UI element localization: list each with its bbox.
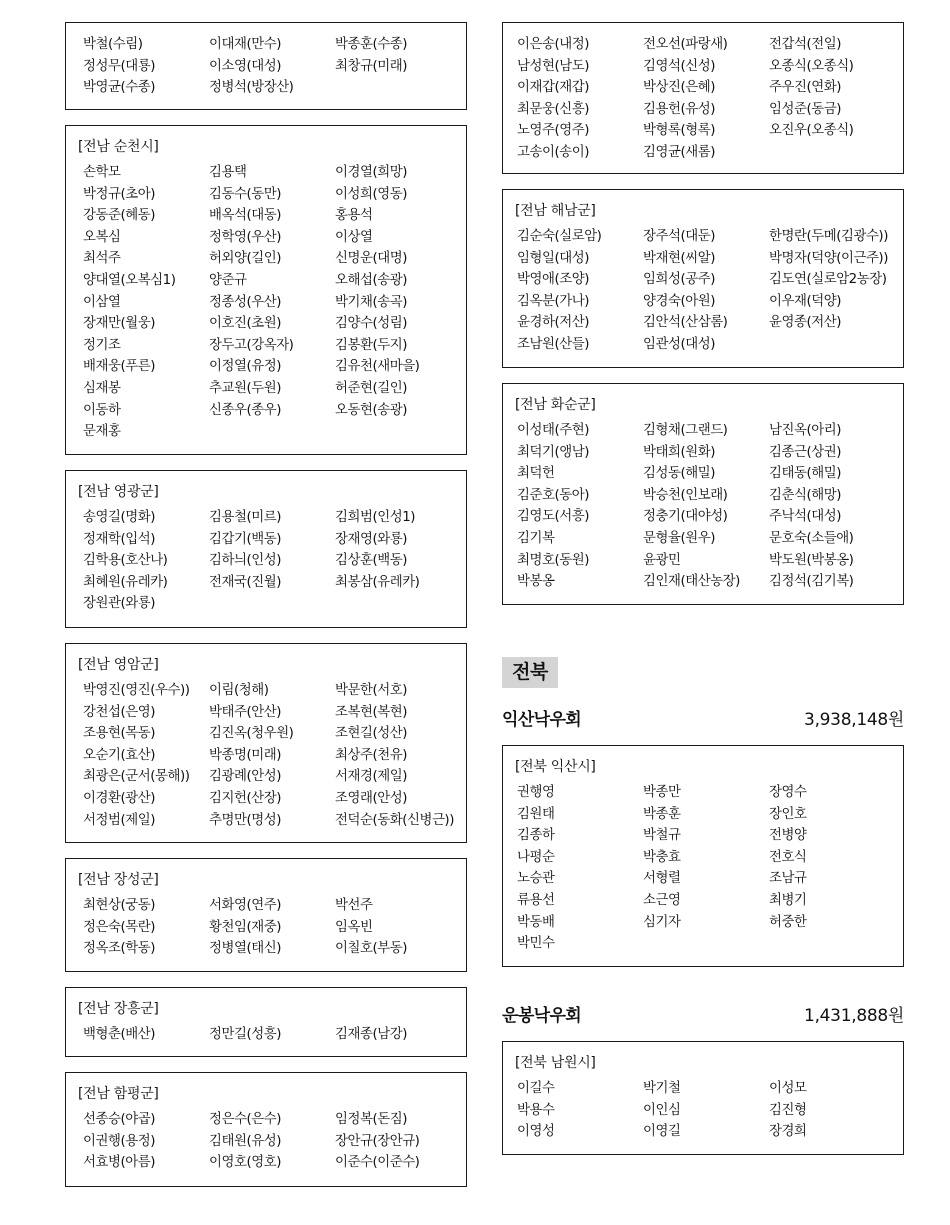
donor-name: 정병열(태신) (209, 941, 281, 957)
donor-name: 임성준(동금) (769, 101, 841, 117)
donor-name: 전덕순(동화(신병근)) (335, 812, 454, 828)
donor-name: 김유천(새마을) (335, 359, 420, 375)
donor-name: 박도원(박봉옹) (769, 552, 854, 568)
donor-name: 김안석(산삼롬) (643, 315, 728, 331)
donor-name: 선종승(야곱) (83, 1112, 155, 1127)
donor-name: 김옥분(가나) (517, 293, 589, 309)
donor-name: 김용헌(유성) (643, 101, 715, 117)
donor-name: 김종근(상권) (769, 444, 841, 460)
donor-name: 이영성 (517, 1124, 555, 1140)
donor-name: 문재홍 (83, 424, 121, 440)
donor-name: 이성희(영동) (335, 186, 407, 202)
donor-name: 이성태(주현) (517, 423, 589, 438)
donor-name: 정충기(대야성) (643, 509, 728, 525)
donor-name: 한명란(두메(김광수)) (769, 229, 888, 244)
donor-name: 손학모 (83, 165, 121, 180)
donor-name: 최석주 (83, 251, 121, 267)
donor-name: 박봉옹 (517, 574, 555, 590)
donor-name: 전오선(파랑새) (643, 37, 728, 52)
donor-name: 윤경하(저산) (517, 315, 589, 331)
donor-name: 최창규(미래) (335, 58, 407, 74)
donor-name: 최덕헌 (517, 466, 555, 482)
donor-name: 임희성(공주) (643, 272, 715, 288)
donor-box-yeonggwang (65, 470, 467, 628)
donor-name: 이우재(덕양) (769, 293, 841, 309)
donor-name: 김인재(태산농장) (643, 574, 740, 590)
donor-name: 김영석(신성) (643, 58, 715, 74)
donor-name: 서화영(연주) (209, 898, 281, 913)
donor-name: 장재영(와룡) (335, 531, 407, 547)
donor-name: 최봉삼(유레카) (335, 574, 420, 590)
donor-name: 정기조 (83, 337, 121, 353)
donor-name: 조남원(산들) (517, 336, 589, 352)
donor-name: 김동수(동만) (209, 186, 281, 202)
name-grid (83, 1024, 466, 1046)
donor-name: 장인호 (769, 806, 807, 822)
donor-name: 김갑기(백동) (209, 531, 281, 547)
donor-name: 김형채(그랜드) (643, 423, 728, 438)
box-title: [전남 해남군] (515, 203, 596, 219)
name-grid (83, 34, 466, 99)
donor-name: 이영호(영호) (209, 1155, 281, 1171)
donor-name: 정성무(대룡) (83, 58, 155, 74)
donor-name: 임정복(돈짐) (335, 1112, 407, 1127)
donor-name: 장원관(와룡) (83, 596, 155, 612)
donor-name: 김순숙(실로암) (517, 229, 602, 244)
donor-name: 문호숙(소들애) (769, 530, 854, 546)
donor-name: 박종훈 (643, 806, 681, 822)
donor-name: 박철(수림) (83, 37, 143, 52)
box-title: [전남 함평군] (78, 1086, 159, 1102)
donor-name: 이은송(내정) (517, 37, 589, 52)
donor-name: 박정규(초아) (83, 186, 155, 202)
donor-name: 장영수 (769, 785, 807, 800)
donor-name: 김지헌(산장) (209, 790, 281, 806)
donor-name: 전재국(진월) (209, 574, 281, 590)
donor-name: 김춘식(해망) (769, 487, 841, 503)
donor-name: 김준호(동아) (517, 487, 589, 503)
donor-name: 전호식 (769, 849, 807, 865)
region-label: 전북 (502, 657, 558, 688)
club-name: 익산낙우회 (502, 710, 582, 730)
box-title: [전북 남원시] (515, 1055, 596, 1071)
donor-name: 장경희 (769, 1124, 807, 1140)
donor-name: 오종식(오종식) (769, 58, 854, 74)
name-grid (83, 680, 466, 831)
donor-box-left-0 (65, 22, 467, 110)
donor-name: 김영균(새롬) (643, 144, 715, 160)
donor-name: 정학영(우산) (209, 229, 281, 245)
donor-name: 이권행(용정) (83, 1133, 155, 1149)
donor-name: 강동준(혜동) (83, 208, 155, 224)
donor-name: 허외양(길인) (209, 251, 281, 267)
donor-name: 최광은(군서(몽해)) (83, 769, 190, 785)
donor-box-jangseong (65, 858, 467, 972)
donor-name: 김정석(김기복) (769, 574, 854, 590)
donor-name: 김영도(서흥) (517, 509, 589, 525)
donor-name: 정재학(입석) (83, 531, 155, 547)
donor-name: 최병기 (769, 892, 807, 908)
donor-name: 노영주(영주) (517, 123, 589, 139)
donor-name: 박동배 (517, 914, 555, 930)
donor-name: 박문한(서호) (335, 683, 407, 698)
donor-name: 김재종(남강) (335, 1027, 407, 1042)
donor-name: 박태희(원화) (643, 444, 715, 460)
donor-name: 장안규(장안규) (335, 1133, 420, 1149)
box-title: [전남 장성군] (78, 872, 159, 888)
donor-name: 임옥빈 (335, 919, 373, 935)
donor-name: 오순기(효산) (83, 747, 155, 763)
donor-name: 박종만 (643, 785, 681, 800)
donor-name: 김양수(성림) (335, 316, 407, 332)
donor-name: 박영진(영진(우수)) (83, 683, 190, 698)
donor-name: 양대열(오복심1) (83, 272, 176, 288)
donor-name: 강천섭(은영) (83, 704, 155, 720)
donor-name: 최상주(천유) (335, 747, 407, 763)
donor-box-suncheon (65, 125, 467, 455)
donor-name: 오복심 (83, 229, 121, 245)
donor-name: 김학용(호산나) (83, 553, 168, 569)
donor-name: 조남규 (769, 871, 807, 887)
donor-name: 장주석(대둔) (643, 229, 715, 244)
donor-name: 추명만(명성) (209, 812, 281, 828)
donor-name: 송영길(명화) (83, 510, 155, 525)
box-title: [전남 순천시] (78, 139, 159, 155)
donor-name: 이성모 (769, 1081, 807, 1096)
donor-name: 이정열(유정) (209, 359, 281, 375)
donor-name: 오동현(송광) (335, 402, 407, 418)
donor-name: 김성동(해밀) (643, 466, 715, 482)
donor-name: 박명자(덕양(이근주)) (769, 250, 888, 266)
donor-name: 조복현(복현) (335, 704, 407, 720)
donor-name: 오진우(오종식) (769, 123, 854, 139)
donor-name: 박종훈(수종) (335, 37, 407, 52)
donor-name: 주낙석(대성) (769, 509, 841, 525)
donor-name: 남성현(남도) (517, 58, 589, 74)
donor-name: 이영길 (643, 1124, 681, 1140)
name-grid (517, 1078, 903, 1143)
donor-name: 김원태 (517, 806, 555, 822)
donor-name: 김종하 (517, 828, 555, 844)
donor-name: 허중한 (769, 914, 807, 930)
donor-name: 박용수 (517, 1102, 555, 1118)
donor-name: 김용철(미르) (209, 510, 281, 525)
donor-name: 김광례(안성) (209, 769, 281, 785)
donor-name: 박태주(안산) (209, 704, 281, 720)
name-grid (517, 420, 903, 593)
donor-name: 박기철 (643, 1081, 681, 1096)
donor-box-jangheung (65, 987, 467, 1057)
donor-name: 김태원(유성) (209, 1133, 281, 1149)
donor-name: 박영애(조양) (517, 272, 589, 288)
donor-name: 이길수 (517, 1081, 555, 1096)
donor-box-namwon (502, 1041, 904, 1155)
donor-name: 오해섭(송광) (335, 272, 407, 288)
box-title: [전남 영암군] (78, 657, 159, 673)
donor-name: 이림(청해) (209, 683, 269, 698)
donor-name: 김희범(인성1) (335, 510, 416, 525)
donor-name: 이경환(광산) (83, 790, 155, 806)
donor-name: 백형춘(배산) (83, 1027, 155, 1042)
donor-name: 박상진(은혜) (643, 80, 715, 96)
donor-name: 박선주 (335, 898, 373, 913)
donor-box-yeongam (65, 643, 467, 843)
donor-name: 김진옥(청우원) (209, 726, 294, 742)
name-grid (83, 507, 466, 615)
donor-name: 최명호(동원) (517, 552, 589, 568)
donor-name: 박철규 (643, 828, 681, 844)
donor-name: 이삼열 (83, 294, 121, 310)
donor-name: 추교원(두원) (209, 380, 281, 396)
donor-name: 이호진(초원) (209, 316, 281, 332)
name-grid (517, 226, 903, 356)
donor-name: 박승천(인보래) (643, 487, 728, 503)
donor-name: 서효병(아름) (83, 1155, 155, 1171)
box-title: [전남 영광군] (78, 484, 159, 500)
donor-name: 황천임(재중) (209, 919, 281, 935)
club-row-unbong (502, 1003, 904, 1029)
donor-name: 이재갑(재갑) (517, 80, 589, 96)
donor-name: 전병양 (769, 828, 807, 844)
donor-name: 박종명(미래) (209, 747, 281, 763)
box-title: [전남 화순군] (515, 397, 596, 413)
donor-name: 소근영 (643, 892, 681, 908)
donor-name: 임형일(대성) (517, 250, 589, 266)
donor-name: 최혜원(유레카) (83, 574, 168, 590)
donor-name: 윤광민 (643, 552, 681, 568)
name-grid (517, 34, 903, 164)
donor-name: 문형율(원우) (643, 530, 715, 546)
donor-name: 김기복 (517, 530, 555, 546)
donor-box-hampyeong (65, 1072, 467, 1187)
donor-name: 정병석(방장산) (209, 80, 294, 96)
donor-box-hwasun (502, 383, 904, 605)
club-amount: 3,938,148원 (804, 710, 904, 730)
donor-name: 신종우(종우) (209, 402, 281, 418)
donor-name: 정은수(은수) (209, 1112, 281, 1127)
donor-name: 정만길(성흥) (209, 1027, 281, 1042)
donor-name: 박재현(씨알) (643, 250, 715, 266)
club-row-iksan (502, 707, 904, 733)
donor-name: 양준규 (209, 272, 247, 288)
donor-name: 신명운(대명) (335, 251, 407, 267)
donor-name: 최덕기(앵남) (517, 444, 589, 460)
club-amount: 1,431,888원 (804, 1006, 904, 1026)
donor-name: 심재봉 (83, 380, 121, 396)
donor-name: 김태동(해밀) (769, 466, 841, 482)
donor-name: 노승관 (517, 871, 555, 887)
box-title: [전남 장흥군] (78, 1001, 159, 1017)
donor-name: 서재경(제일) (335, 769, 407, 785)
donor-name: 심기자 (643, 914, 681, 930)
donor-name: 류용선 (517, 892, 555, 908)
donor-name: 조영래(안성) (335, 790, 407, 806)
donor-name: 서형렬 (643, 871, 681, 887)
donor-name: 이동하 (83, 402, 121, 418)
donor-name: 이소영(대성) (209, 58, 281, 74)
donor-name: 김상훈(백동) (335, 553, 407, 569)
donor-name: 이상열 (335, 229, 373, 245)
donor-box-haenam (502, 189, 904, 368)
name-grid (83, 1109, 466, 1174)
box-title: [전북 익산시] (515, 759, 596, 775)
donor-name: 최현상(궁동) (83, 898, 155, 913)
donor-name: 정옥조(학동) (83, 941, 155, 957)
name-grid (83, 162, 466, 443)
donor-name: 배재웅(푸른) (83, 359, 155, 375)
donor-name: 이대재(만수) (209, 37, 281, 52)
donor-name: 전갑석(전일) (769, 37, 841, 52)
donor-name: 남진옥(아리) (769, 423, 841, 438)
name-grid (517, 782, 903, 955)
club-name: 운봉낙우회 (502, 1006, 582, 1026)
donor-name: 나평순 (517, 849, 555, 865)
donor-name: 장재만(월웅) (83, 316, 155, 332)
donor-name: 박영균(수종) (83, 80, 155, 96)
donor-name: 윤영종(저산) (769, 315, 841, 331)
donor-name: 최문웅(신흥) (517, 101, 589, 117)
donor-name: 정종성(우산) (209, 294, 281, 310)
donor-name: 조용현(목동) (83, 726, 155, 742)
donor-name: 조현길(성산) (335, 726, 407, 742)
donor-name: 이인심 (643, 1102, 681, 1118)
donor-name: 박기채(송곡) (335, 294, 407, 310)
donor-box-iksan (502, 745, 904, 967)
donor-name: 이칠호(부동) (335, 941, 407, 957)
donor-name: 배옥석(대동) (209, 208, 281, 224)
donor-name: 김도연(실로암2농장) (769, 272, 887, 288)
donor-name: 서정범(제일) (83, 812, 155, 828)
donor-name: 박민수 (517, 936, 555, 952)
donor-name: 권행영 (517, 785, 555, 800)
donor-name: 양경숙(아원) (643, 293, 715, 309)
donor-name: 김진형 (769, 1102, 807, 1118)
donor-name: 임관성(대성) (643, 336, 715, 352)
donor-name: 장두고(강옥자) (209, 337, 294, 353)
donor-name: 고송이(송이) (517, 144, 589, 160)
donor-name: 이준수(이준수) (335, 1155, 420, 1171)
donor-name: 홍용석 (335, 208, 373, 224)
name-grid (83, 895, 466, 960)
donor-name: 김용택 (209, 165, 247, 180)
donor-name: 박형록(형록) (643, 123, 715, 139)
donor-name: 박충효 (643, 849, 681, 865)
donor-name: 김봉환(두지) (335, 337, 407, 353)
donor-name: 이경열(희망) (335, 165, 407, 180)
donor-name: 주우진(연화) (769, 80, 841, 96)
donor-name: 김하늬(인성) (209, 553, 281, 569)
donor-name: 허준현(길인) (335, 380, 407, 396)
donor-box-right-0 (502, 22, 904, 174)
donor-name: 정은숙(목란) (83, 919, 155, 935)
